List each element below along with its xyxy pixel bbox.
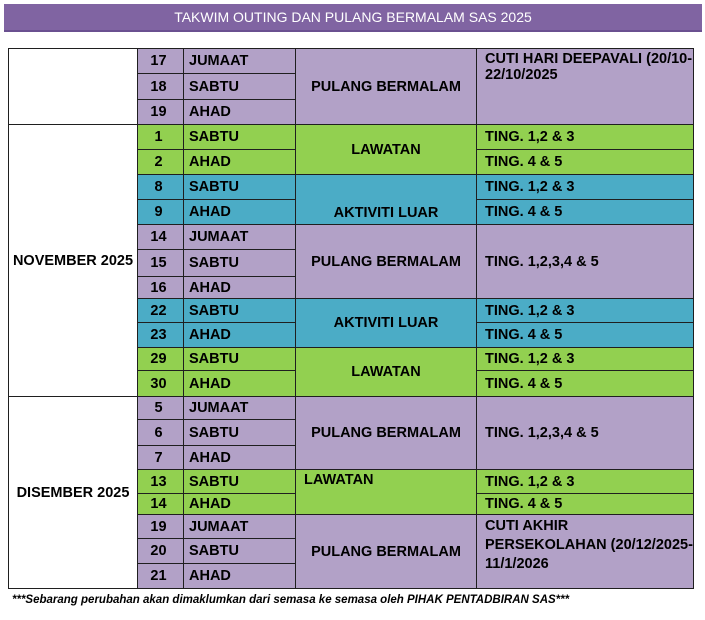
day-number: 9 (138, 200, 184, 225)
activity-cell: LAWATAN (296, 125, 477, 175)
note-cell: CUTI AKHIR PERSEKOLAHAN (20/12/2025-11/1/2026 (477, 515, 694, 589)
day-name: AHAD (184, 323, 296, 348)
note-cell: CUTI HARI DEEPAVALI (20/10-22/10/2025 (477, 49, 694, 125)
day-number: 7 (138, 446, 184, 470)
activity-cell: AKTIVITI LUAR (296, 299, 477, 348)
activity-cell: AKTIVITI LUAR (296, 175, 477, 225)
note-cell: TING. 1,2 & 3 (477, 470, 694, 494)
day-number: 22 (138, 299, 184, 323)
day-name: SABTU (184, 125, 296, 150)
day-number: 14 (138, 494, 184, 515)
day-name: SABTU (184, 299, 296, 323)
day-number: 6 (138, 420, 184, 446)
day-name: JUMAAT (184, 397, 296, 420)
note-cell: TING. 1,2 & 3 (477, 299, 694, 323)
day-name: SABTU (184, 74, 296, 100)
note-cell: TING. 4 & 5 (477, 200, 694, 225)
activity-cell: PULANG BERMALAM (296, 49, 477, 125)
activity-cell: LAWATAN (296, 470, 477, 515)
day-name: AHAD (184, 200, 296, 225)
day-name: SABTU (184, 250, 296, 277)
day-name: AHAD (184, 494, 296, 515)
day-name: AHAD (184, 446, 296, 470)
activity-cell: PULANG BERMALAM (296, 225, 477, 299)
day-number: 23 (138, 323, 184, 348)
day-name: JUMAAT (184, 515, 296, 539)
day-number: 29 (138, 348, 184, 371)
day-name: JUMAAT (184, 225, 296, 250)
note-cell: TING. 1,2,3,4 & 5 (477, 225, 694, 299)
day-number: 1 (138, 125, 184, 150)
day-number: 19 (138, 100, 184, 125)
day-number: 2 (138, 150, 184, 175)
table-row (9, 49, 694, 74)
day-number: 13 (138, 470, 184, 494)
table-row (9, 397, 694, 420)
day-name: SABTU (184, 420, 296, 446)
day-name: SABTU (184, 539, 296, 564)
day-name: AHAD (184, 564, 296, 589)
note-cell: TING. 1,2 & 3 (477, 125, 694, 150)
day-number: 15 (138, 250, 184, 277)
month-label: DISEMBER 2025 (9, 397, 138, 589)
note-cell: TING. 1,2,3,4 & 5 (477, 397, 694, 470)
day-number: 18 (138, 74, 184, 100)
month-label: NOVEMBER 2025 (9, 125, 138, 397)
activity-cell: PULANG BERMALAM (296, 397, 477, 470)
month-cell-empty (9, 49, 138, 125)
page-title: TAKWIM OUTING DAN PULANG BERMALAM SAS 2025 (4, 4, 702, 32)
note-cell: TING. 1,2 & 3 (477, 348, 694, 371)
day-number: 17 (138, 49, 184, 74)
day-name: AHAD (184, 150, 296, 175)
schedule-table (8, 48, 694, 589)
table-row (9, 125, 694, 150)
day-number: 19 (138, 515, 184, 539)
note-cell: TING. 4 & 5 (477, 494, 694, 515)
note-cell: TING. 4 & 5 (477, 371, 694, 397)
activity-cell: PULANG BERMALAM (296, 515, 477, 589)
note-cell: TING. 4 & 5 (477, 323, 694, 348)
day-number: 30 (138, 371, 184, 397)
day-number: 14 (138, 225, 184, 250)
note-cell: TING. 4 & 5 (477, 150, 694, 175)
activity-cell: LAWATAN (296, 348, 477, 397)
day-number: 16 (138, 277, 184, 299)
day-name: JUMAAT (184, 49, 296, 74)
day-number: 5 (138, 397, 184, 420)
day-name: SABTU (184, 175, 296, 200)
day-name: AHAD (184, 371, 296, 397)
day-name: AHAD (184, 100, 296, 125)
day-name: AHAD (184, 277, 296, 299)
footer-note: ***Sebarang perubahan akan dimaklumkan dari semasa ke semasa oleh PIHAK PENTADBIRAN SAS*** (12, 594, 570, 606)
day-number: 8 (138, 175, 184, 200)
note-cell: TING. 1,2 & 3 (477, 175, 694, 200)
day-name: SABTU (184, 470, 296, 494)
day-number: 20 (138, 539, 184, 564)
day-name: SABTU (184, 348, 296, 371)
day-number: 21 (138, 564, 184, 589)
